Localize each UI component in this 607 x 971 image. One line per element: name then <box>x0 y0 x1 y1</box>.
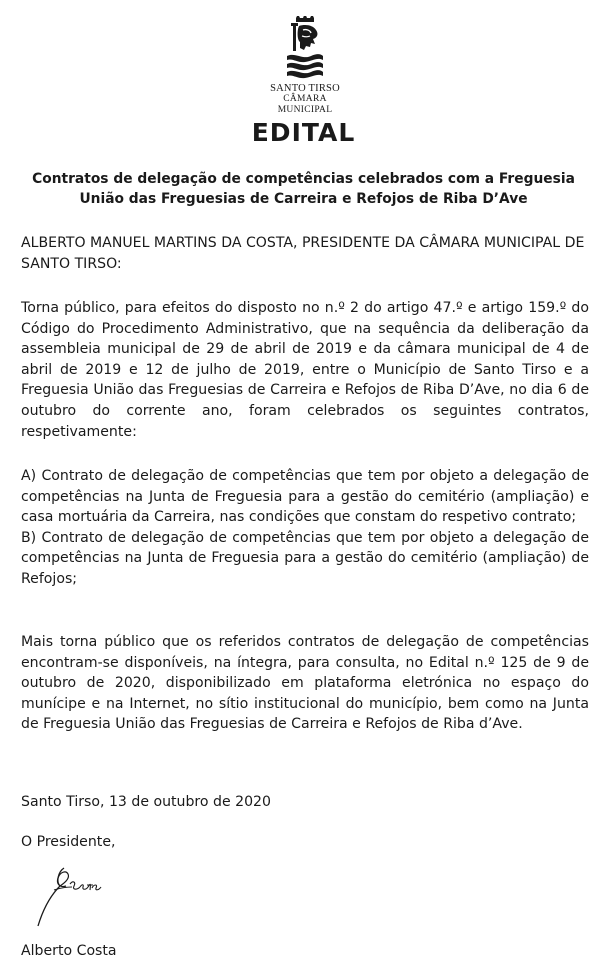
signatory-role: O Presidente, <box>21 834 116 850</box>
paragraph-announcement: Torna público, para efeitos do disposto no n.º 2 do artigo 47.º e artigo 159.º do Código do Procedimento Administrativo, que na sequência da deliberação da assembleia municipal de 29 de abril de 2019 e da câmara municipal de 4 de abril de 2019 e 12 de julho de 2019, entre o Município de Santo Tirso e a Freguesia União das Freguesias de Carreira e Refojos de Riba D’Ave, no dia 6 de outubro do corrente ano, foram celebrados os seguintes contratos, respetivamente: <box>21 300 589 440</box>
contract-list <box>21 466 589 590</box>
contract-item-a: A) Contrato de delegação de competências que tem por objeto a delegação de competências na Junta de Freguesia para a gestão do cemitério (ampliação) e casa mortuária da Carreira, nas condições que constam do respetivo contrato; <box>21 468 589 526</box>
subtitle-line-2: União das Freguesias de Carreira e Refojos de Riba D’Ave <box>79 191 528 207</box>
signer-name: Alberto Costa <box>21 943 117 959</box>
logo-line-1: SANTO TIRSO <box>270 83 340 94</box>
addressee-heading: ALBERTO MANUEL MARTINS DA COSTA, PRESIDENTE DA CÂMARA MUNICIPAL DE SANTO TIRSO: <box>21 235 585 272</box>
place-and-date: Santo Tirso, 13 de outubro de 2020 <box>21 794 271 810</box>
santo-tirso-emblem-icon <box>283 16 327 82</box>
subtitle-line-1: Contratos de delegação de competências celebrados com a Freguesia <box>32 171 575 187</box>
document-subtitle <box>10 169 597 209</box>
paragraph-availability: Mais torna público que os referidos contratos de delegação de competências encontram-se disponíveis, na íntegra, para consulta, no Edital n.º 125 de 9 de outubro de 2020, disponibilizado em plataforma eletrónica no espaço do munícipe e na Internet, no sítio institucional do município, bem como na Junta de Freguesia União das Freguesias de Carreira e Refojos de Riba d’Ave. <box>21 634 589 733</box>
page-title: EDITAL <box>251 118 356 147</box>
municipal-logo <box>255 16 355 116</box>
handwritten-signature <box>30 860 120 935</box>
logo-line-2: CÂMARA MUNICIPAL <box>277 94 333 115</box>
signature-icon <box>30 860 120 935</box>
contract-item-b: B) Contrato de delegação de competências que tem por objeto a delegação de competências na Junta de Freguesia para a gestão do cemitério (ampliação) de Refojos; <box>21 529 589 587</box>
